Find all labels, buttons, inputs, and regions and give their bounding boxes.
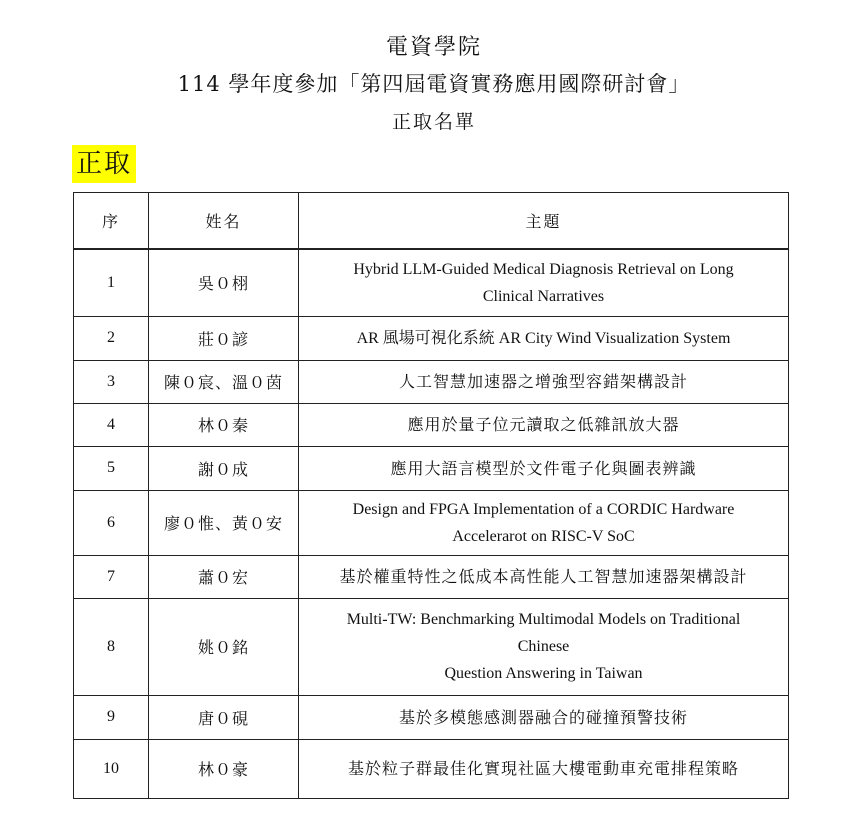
college-title: 電資學院 — [385, 35, 482, 60]
student-name: 莊０諺 — [149, 316, 299, 360]
row-number: 2 — [74, 316, 149, 360]
student-name: 陳０宸、溫０茵 — [149, 360, 299, 403]
table-row — [74, 360, 789, 403]
topic-line: 應用大語言模型於文件電子化與圖表辨識 — [390, 458, 697, 478]
list-title: 正取名單 — [391, 111, 476, 133]
table-row — [74, 403, 789, 446]
topic-cell — [299, 360, 789, 403]
topic-line: Question Answering in Taiwan — [444, 665, 643, 682]
topic-line: 基於多模態感測器融合的碰撞預警技術 — [398, 707, 688, 727]
row-number: 10 — [74, 739, 149, 798]
topic-line: AR 風場可視化系統 AR City Wind Visualization System — [356, 329, 731, 347]
topic-line: Clinical Narratives — [482, 287, 605, 305]
row-number: 3 — [74, 360, 149, 403]
section-label-admitted: 正取 — [72, 145, 136, 183]
row-number: 9 — [74, 695, 149, 739]
row-number: 8 — [74, 598, 149, 695]
table-row — [74, 446, 789, 490]
topic-line: Hybrid LLM-Guided Medical Diagnosis Retrieval on Long — [353, 260, 734, 278]
table-row — [74, 490, 789, 555]
student-name: 唐０硯 — [149, 695, 299, 739]
student-name: 蕭０宏 — [149, 555, 299, 598]
topic-cell — [299, 446, 789, 490]
event-title: 114 學年度參加「第四屆電資實務應用國際研討會」 — [177, 72, 691, 96]
topic-line: 應用於量子位元讀取之低雜訊放大器 — [407, 415, 680, 434]
document-header — [0, 30, 868, 142]
topic-cell — [299, 316, 789, 360]
topic-cell — [299, 249, 789, 316]
topic-line: 基於權重特性之低成本高性能人工智慧加速器架構設計 — [339, 567, 748, 586]
topic-line: 基於粒子群最佳化實現社區大樓電動車充電排程策略 — [347, 759, 739, 778]
student-name: 謝０成 — [149, 446, 299, 490]
row-number: 6 — [74, 490, 149, 555]
row-number: 7 — [74, 555, 149, 598]
admission-table — [73, 192, 789, 799]
table-row — [74, 739, 789, 798]
topic-line: Accelerarot on RISC-V SoC — [452, 527, 635, 545]
column-header-name: 姓名 — [149, 193, 299, 250]
row-number: 1 — [74, 249, 149, 316]
table-row — [74, 598, 789, 695]
student-name: 姚０銘 — [149, 598, 299, 695]
topic-line: Design and FPGA Implementation of a CORDIC Hardware — [352, 500, 735, 518]
student-name: 吳０栩 — [149, 249, 299, 316]
topic-cell — [299, 403, 789, 446]
table-header-row — [74, 193, 789, 250]
topic-line: Chinese — [517, 638, 570, 655]
row-number: 5 — [74, 446, 149, 490]
table-row — [74, 555, 789, 598]
topic-cell — [299, 695, 789, 739]
topic-cell — [299, 490, 789, 555]
table-row — [74, 695, 789, 739]
topic-line: 人工智慧加速器之增強型容錯架構設計 — [398, 372, 688, 391]
column-header-topic: 主題 — [299, 193, 789, 250]
topic-cell — [299, 739, 789, 798]
student-name: 林０豪 — [149, 739, 299, 798]
table-row — [74, 249, 789, 316]
column-header-number: 序 — [74, 193, 149, 250]
topic-line: Multi-TW: Benchmarking Multimodal Models on Traditional — [346, 611, 741, 628]
topic-cell — [299, 598, 789, 695]
row-number: 4 — [74, 403, 149, 446]
student-name: 廖０惟、黃０安 — [149, 490, 299, 555]
topic-cell — [299, 555, 789, 598]
table-row — [74, 316, 789, 360]
student-name: 林０秦 — [149, 403, 299, 446]
